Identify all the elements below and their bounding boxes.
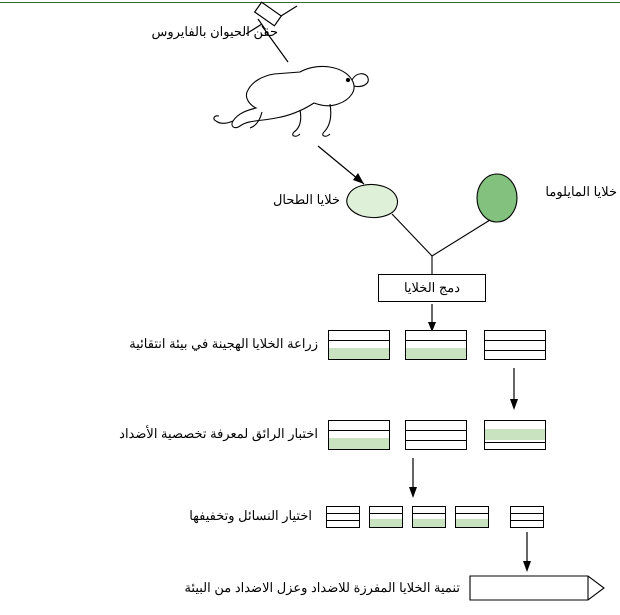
clone-plate [326,506,360,528]
culture-plate [484,330,546,360]
cell-fusion-label: دمج الخلايا [403,280,461,295]
test-plate [405,420,467,450]
clone-plate [369,506,403,528]
test-plate [484,420,546,450]
myeloma-cell-icon [477,174,517,222]
grow-isolate-label: تنمية الخلايا المفرزة للاضداد وعزل الاضداد من البيئة [184,580,460,595]
spleen-cells-label: خلايا الطحال [272,192,340,207]
arrow-icon [510,368,518,410]
arrow-icon [409,458,417,498]
culture-plate [328,330,390,360]
arrow-icon [428,304,436,332]
test-plate [328,420,390,450]
spleen-cell-icon [347,184,398,217]
clone-plate [510,506,544,528]
cell-fusion-box [378,274,486,302]
clone-plate [412,506,446,528]
supernatant-test-label: اختبار الرائق لمعرفة تخصصية الأضداد [119,426,318,441]
select-dilute-label: اختيار النسائل وتخفيفها [189,508,312,523]
fusion-connectors [392,214,490,274]
arrow-icon [318,146,364,184]
culture-plate [405,330,467,360]
culture-hybrid-label: زراعة الخلايا الهجينة في بيئة انتقائية [129,336,318,351]
arrow-icon [523,532,531,572]
myeloma-cells-label: خلايا المايلوما [545,184,617,199]
flask-icon [470,576,604,600]
clone-plate [455,506,489,528]
inject-animal-label: حقن الحيوان بالفايروس [151,24,278,39]
mouse-icon [214,66,368,136]
